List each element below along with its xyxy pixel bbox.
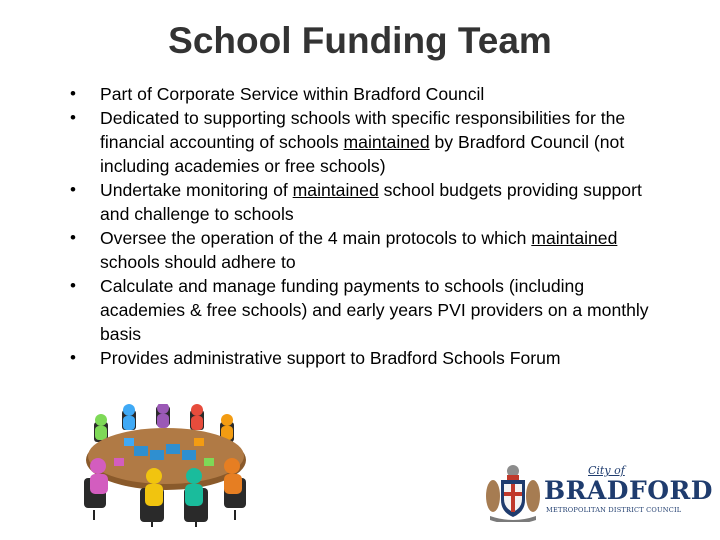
bullet-text: Undertake monitoring of: [100, 180, 293, 200]
bullet-text: school budgets providing support and challenge to schools: [100, 180, 642, 224]
bullet-text: by Bradford Council (not including academies or free schools): [100, 132, 625, 176]
logo-subtitle: METROPOLITAN DISTRICT COUNCIL: [546, 506, 682, 514]
bullet-text: Calculate and manage funding payments to schools (including academies & free schools) and early years PVI providers on a monthly basis: [100, 276, 649, 344]
bullet-dot: •: [70, 228, 76, 247]
underlined-word: maintained: [531, 228, 618, 248]
bullet-text: Provides administrative support to Bradford Schools Forum: [100, 348, 561, 368]
bullet-item: [70, 274, 670, 346]
underlined-word: maintained: [292, 180, 379, 200]
bullet-item: [70, 82, 670, 106]
bullet-dot: •: [70, 84, 76, 103]
coat-of-arms-icon: [484, 462, 542, 522]
bullet-item: [70, 106, 670, 178]
bullet-dot: •: [70, 276, 76, 295]
bullet-dot: •: [70, 180, 76, 199]
bradford-council-logo: [484, 462, 713, 522]
bullet-dot: •: [70, 348, 76, 367]
bullet-item: [70, 346, 670, 370]
bullet-text: Oversee the operation of the 4 main protocols to which: [100, 228, 532, 248]
logo-bradford: BRADFORD: [544, 476, 713, 505]
slide-title: School Funding Team: [168, 20, 552, 61]
bullet-item: [70, 226, 670, 274]
bullet-dot: •: [70, 108, 76, 127]
bullet-text: Dedicated to supporting schools with specific responsibilities for the financial accounting of schools: [100, 108, 626, 152]
bullet-text: schools should adhere to: [100, 252, 296, 272]
bullet-item: [70, 178, 670, 226]
logo-city-of: City of: [588, 464, 625, 477]
bullet-list: [70, 82, 670, 370]
team-meeting-clipart: [74, 404, 254, 528]
bullet-text: Part of Corporate Service within Bradford Council: [100, 84, 485, 104]
underlined-word: maintained: [343, 132, 430, 152]
